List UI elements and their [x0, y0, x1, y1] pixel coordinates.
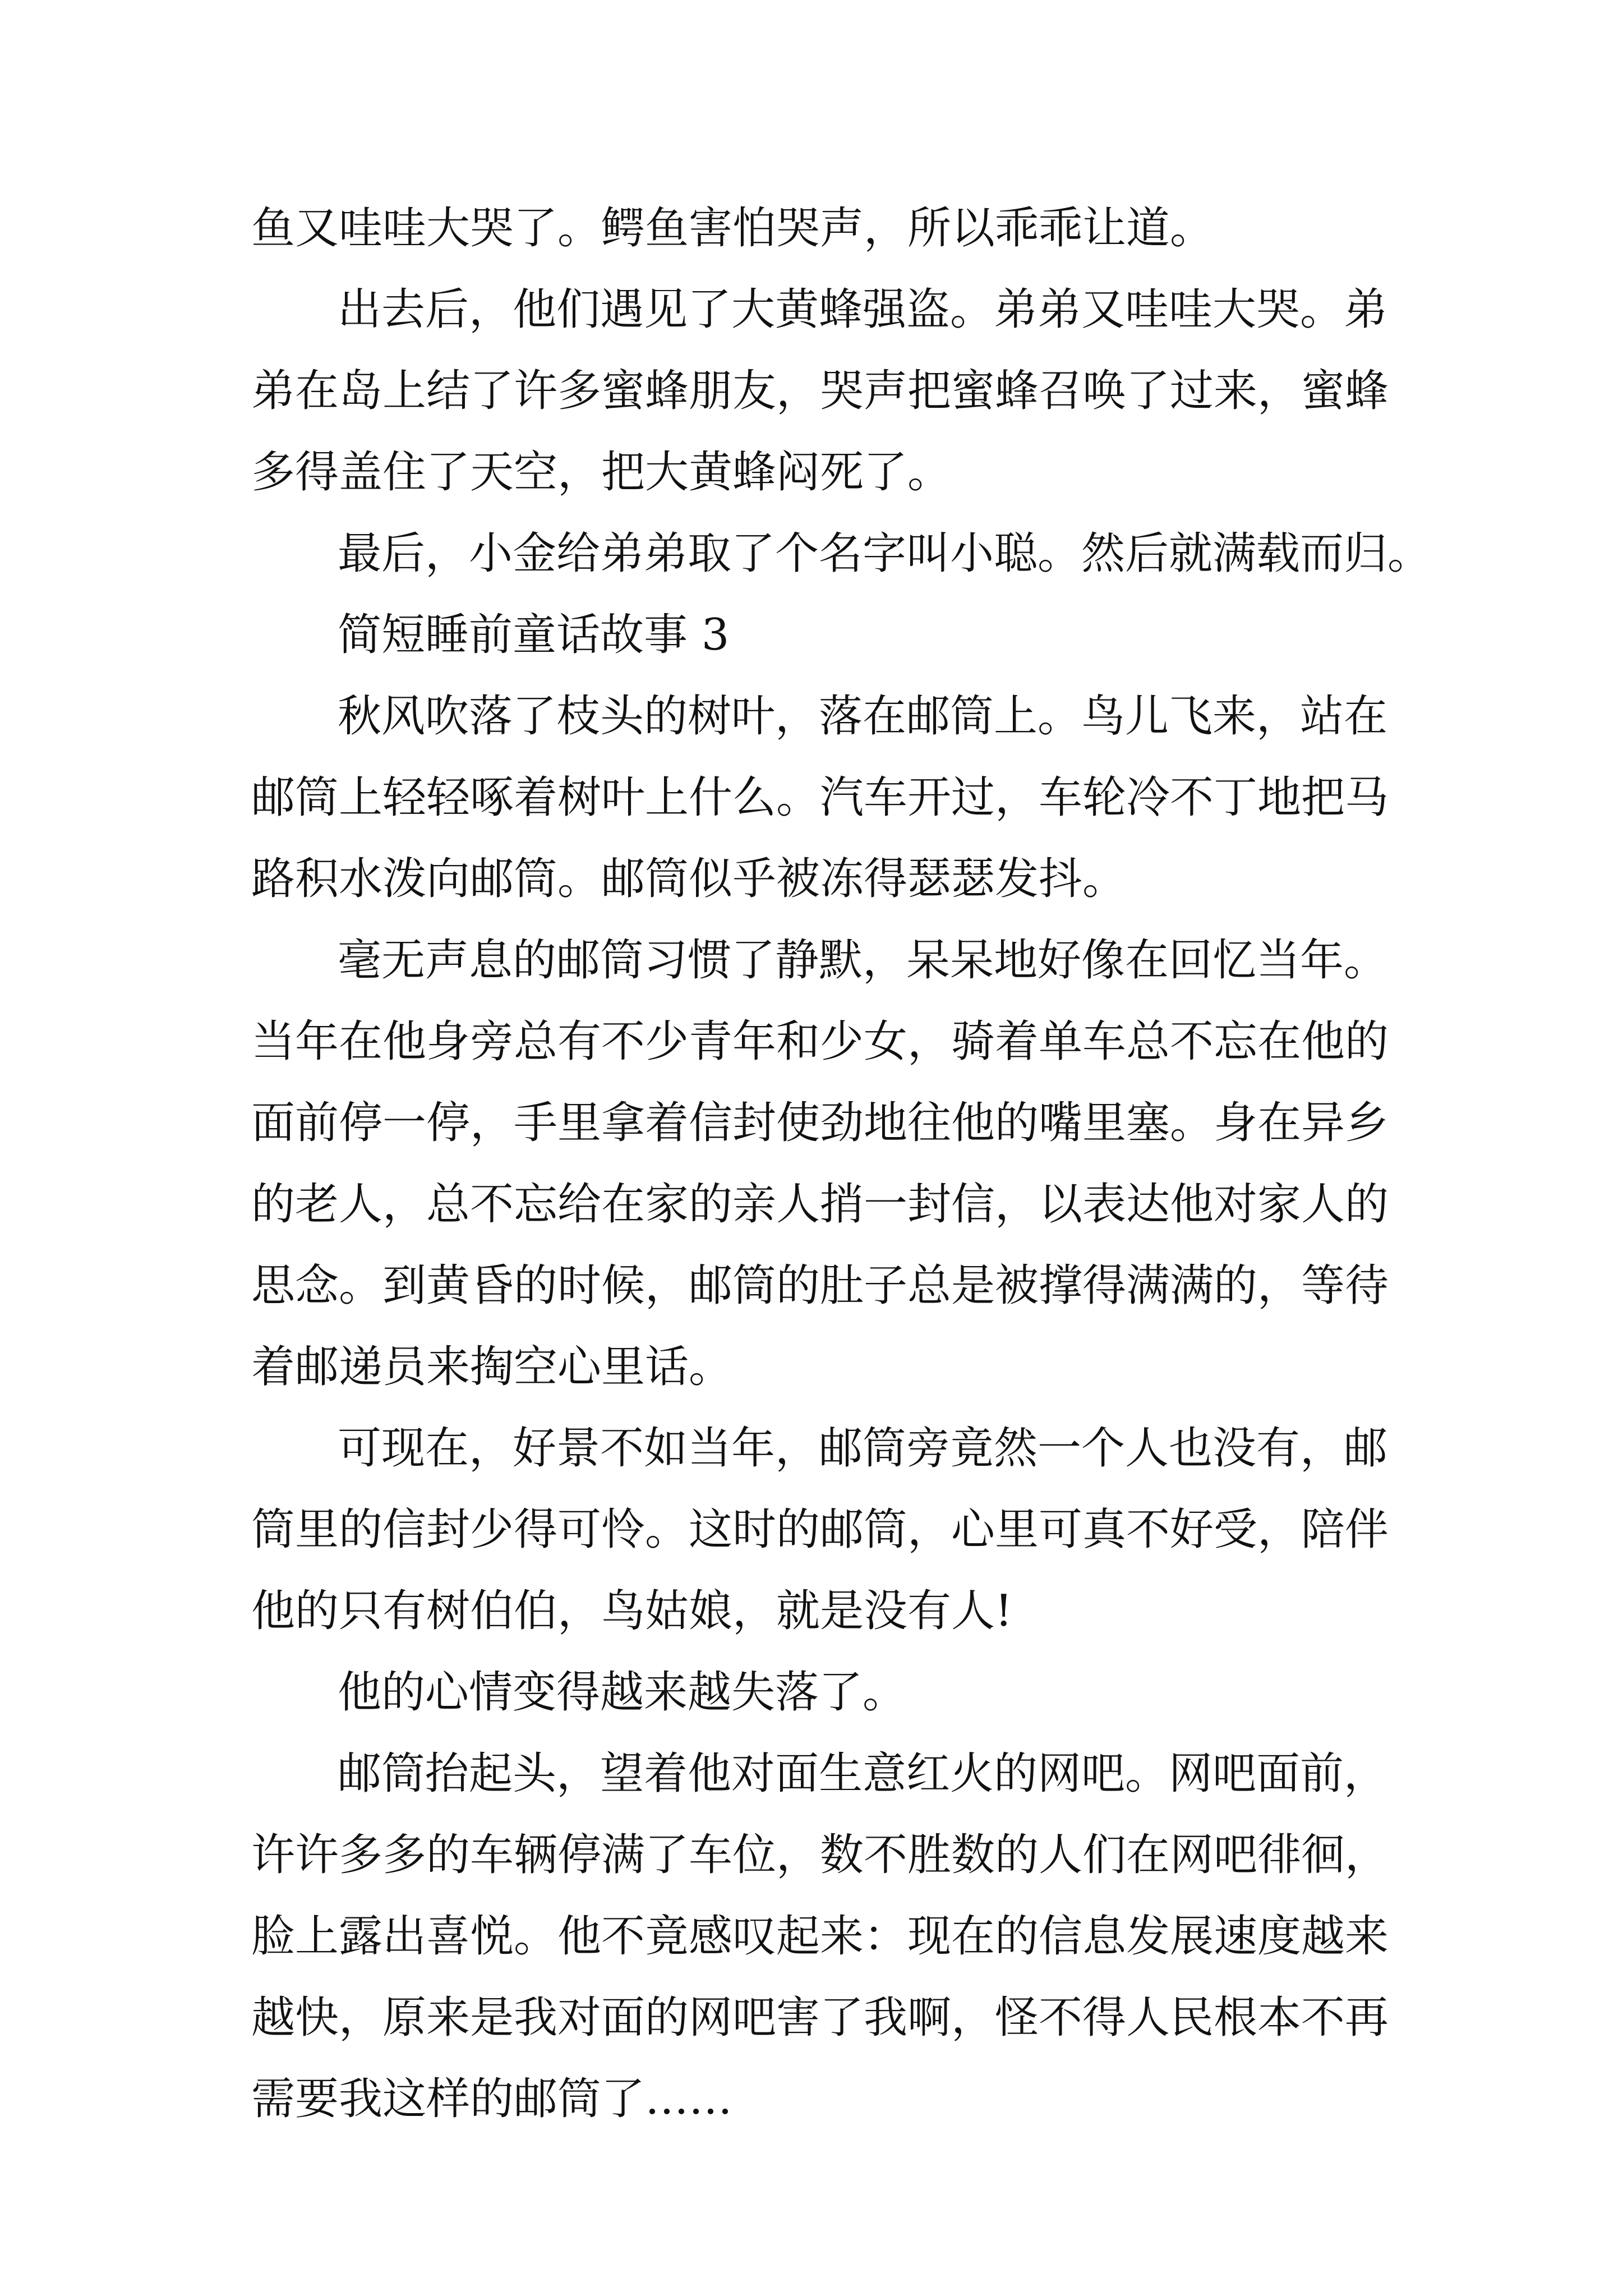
text-line: 出去后，他们遇见了大黄蜂强盗。弟弟又哇哇大哭。弟 — [338, 284, 1388, 335]
text-line: 最后，小金给弟弟取了个名字叫小聪。然后就满载而归。 — [338, 528, 1432, 579]
text-line: 毫无声息的邮筒习惯了静默，呆呆地好像在回忆当年。 — [338, 935, 1388, 986]
text-line: 他的只有树伯伯，鸟姑娘，就是没有人! — [251, 1586, 1013, 1636]
text-line: 许许多多的车辆停满了车位，数不胜数的人们在网吧徘徊， — [251, 1830, 1389, 1880]
text-line: 多得盖住了天空，把大黄蜂闷死了。 — [251, 447, 952, 498]
text-line: 他的心情变得越来越失落了。 — [338, 1667, 907, 1718]
text-line: 脸上露出喜悦。他不竟感叹起来：现在的信息发展速度越来 — [251, 1911, 1389, 1962]
text-line: 面前停一停，手里拿着信封使劲地往他的嘴里塞。身在异乡 — [251, 1098, 1389, 1148]
section-title: 简短睡前童话故事 3 — [338, 610, 730, 660]
text-line: 鱼又哇哇大哭了。鳄鱼害怕哭声，所以乖乖让道。 — [251, 203, 1214, 254]
text-line: 需要我这样的邮筒了…… — [251, 2074, 733, 2124]
body-text — [251, 188, 1432, 2140]
text-line: 路积水泼向邮筒。邮筒似乎被冻得瑟瑟发抖。 — [251, 854, 1127, 904]
text-line: 当年在他身旁总有不少青年和少女，骑着单车总不忘在他的 — [251, 1016, 1389, 1067]
text-line: 秋风吹落了枝头的树叶，落在邮筒上。鸟儿飞来，站在 — [338, 691, 1388, 742]
text-line: 着邮递员来掏空心里话。 — [251, 1342, 733, 1392]
text-line: 的老人，总不忘给在家的亲人捎一封信，以表达他对家人的 — [251, 1179, 1389, 1230]
text-line: 筒里的信封少得可怜。这时的邮筒，心里可真不好受，陪伴 — [251, 1504, 1389, 1555]
text-line: 邮筒上轻轻啄着树叶上什么。汽车开过，车轮冷不丁地把马 — [251, 772, 1389, 823]
text-line: 弟在岛上结了许多蜜蜂朋友，哭声把蜜蜂召唤了过来，蜜蜂 — [251, 366, 1389, 416]
text-line: 邮筒抬起头，望着他对面生意红火的网吧。网吧面前， — [338, 1749, 1388, 1799]
text-line: 越快，原来是我对面的网吧害了我啊，怪不得人民根本不再 — [251, 1993, 1389, 2043]
text-line: 可现在，好景不如当年，邮筒旁竟然一个人也没有，邮 — [338, 1423, 1388, 1474]
text-line: 思念。到黄昏的时候，邮筒的肚子总是被撑得满满的，等待 — [251, 1260, 1389, 1311]
